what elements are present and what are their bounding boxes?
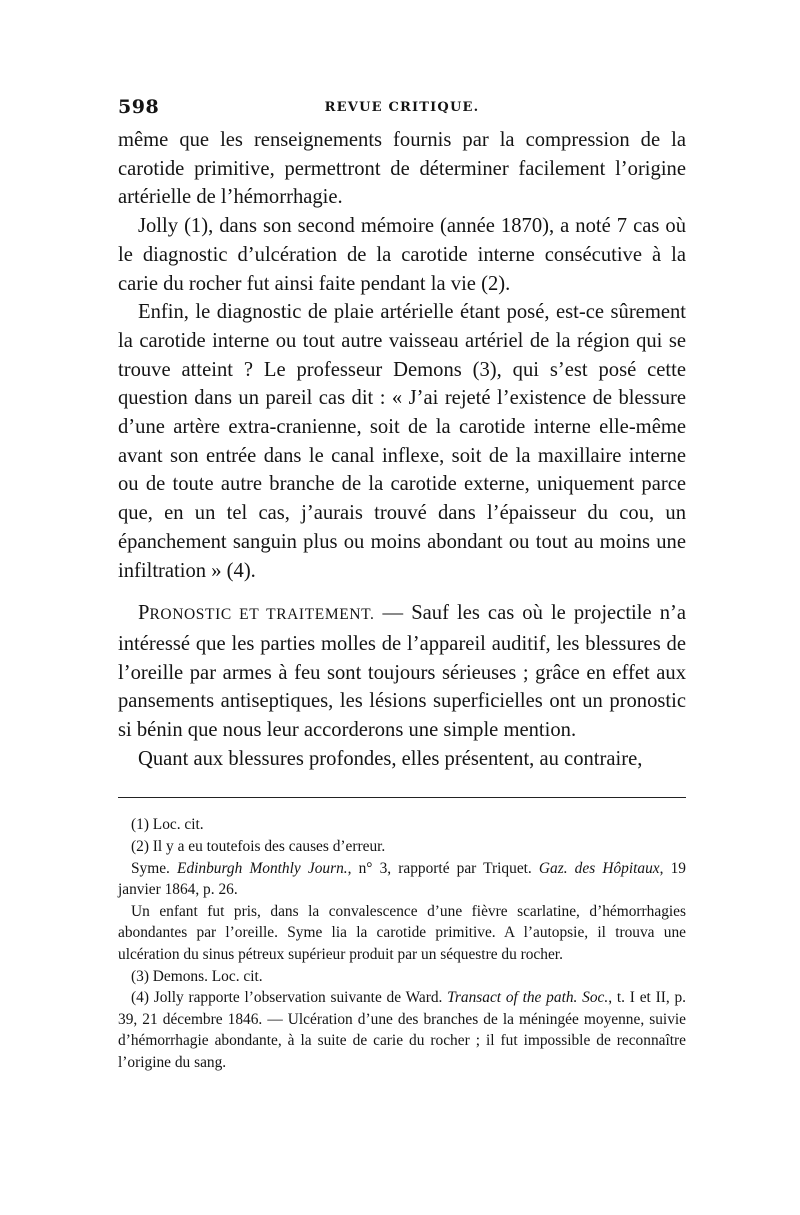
- footnote-2-text: , n° 3, rapporté par Triquet.: [347, 859, 539, 877]
- footnote-1: (1) Loc. cit.: [131, 816, 204, 834]
- running-head: REVUE CRITIQUE.: [324, 100, 480, 115]
- footnote-4: [118, 987, 686, 1073]
- footnote-2-author: Syme.: [131, 859, 178, 877]
- footnote-2: (2) Il y a eu toutefois des causes d’erreur.: [131, 838, 386, 856]
- footnote-2-reference: [118, 858, 686, 901]
- page-number: 598: [118, 96, 160, 118]
- footnote-divider: [118, 797, 686, 798]
- footnote-2-date: , 19 janvier 1864, p. 26.: [118, 859, 686, 899]
- footnote-3: (3) Demons. Loc. cit.: [131, 967, 263, 985]
- footnotes: [118, 814, 686, 1073]
- main-text: [118, 126, 686, 773]
- paragraph-4: — Sauf les cas où le projectile n’a intéressé que les parties molles de l’appareil auditif, les blessures de l’oreille par armes à feu sont toujours sérieuses ; grâce en effet aux pansements antiseptiques, les lésions superficielles ont un pronostic si bénin que nous leur accorderons une simple mention.: [118, 602, 686, 742]
- page-header: [118, 96, 686, 122]
- paragraph-3: Enfin, le diagnostic de plaie artérielle étant posé, est-ce sûrement la carotide interne ou tout autre vaisseau artériel de la région qui se trouve atteint ? Le professeur Demons (3), qui s’est posé cette question dans un pareil cas dit : « J’ai rejeté l’existence de blessure d’une artère extra-cranienne, soit de la carotide interne elle-même avant son entrée dans le canal inflexe, soit de la maxillaire interne ou de toute autre branche de la carotide externe, uniquement parce que, en un tel cas, j’aurais trouvé dans l’épaisseur du cou, un épanchement sanguin plus ou moins abondant ou tout au moins une infiltration » (4).: [118, 301, 686, 582]
- section-heading: RONOSTIC ET TRAITEMENT.: [149, 606, 375, 624]
- footnote-2-journal: Edinburgh Monthly Journ.: [177, 859, 348, 877]
- footnote-2-gazette: Gaz. des Hôpitaux: [538, 859, 660, 877]
- section-heading-initial: P: [138, 602, 150, 625]
- footnote-4-journal: Transact of the path. Soc.: [447, 989, 609, 1007]
- paragraph-2: Jolly (1), dans son second mémoire (année 1870), a noté 7 cas où le diagnostic d’ulcération de la carotide interne consécutive à la carie du rocher fut ainsi faite pendant la vie (2).: [118, 215, 686, 295]
- book-page: [118, 96, 686, 1074]
- footnote-4-details: , t. I et II, p. 39, 21 décembre 1846. — Ulcération d’une des branches de la méningée moyenne, suivie d’hémorrhagie abondante, à la suite de carie du rocher ; il fut impossible de reconnaître l’origine du sang.: [118, 989, 687, 1071]
- footnote-2-case: Un enfant fut pris, dans la convalescence d’une fièvre scarlatine, d’hémorrhagies abondantes par l’oreille. Syme lia la carotide primitive. A l’autopsie, il trouva une ulcération du sinus pétreux supérieur produit par un séquestre du rocher.: [118, 902, 686, 964]
- section-paragraph: [118, 599, 686, 745]
- paragraph-5: Quant aux blessures profondes, elles présentent, au contraire,: [138, 747, 643, 770]
- footnote-4-text: (4) Jolly rapporte l’observation suivante de Ward.: [131, 989, 448, 1007]
- paragraph-1: même que les renseignements fournis par la compression de la carotide primitive, permettront de déterminer facilement l’origine artérielle de l’hémorrhagie.: [118, 129, 686, 209]
